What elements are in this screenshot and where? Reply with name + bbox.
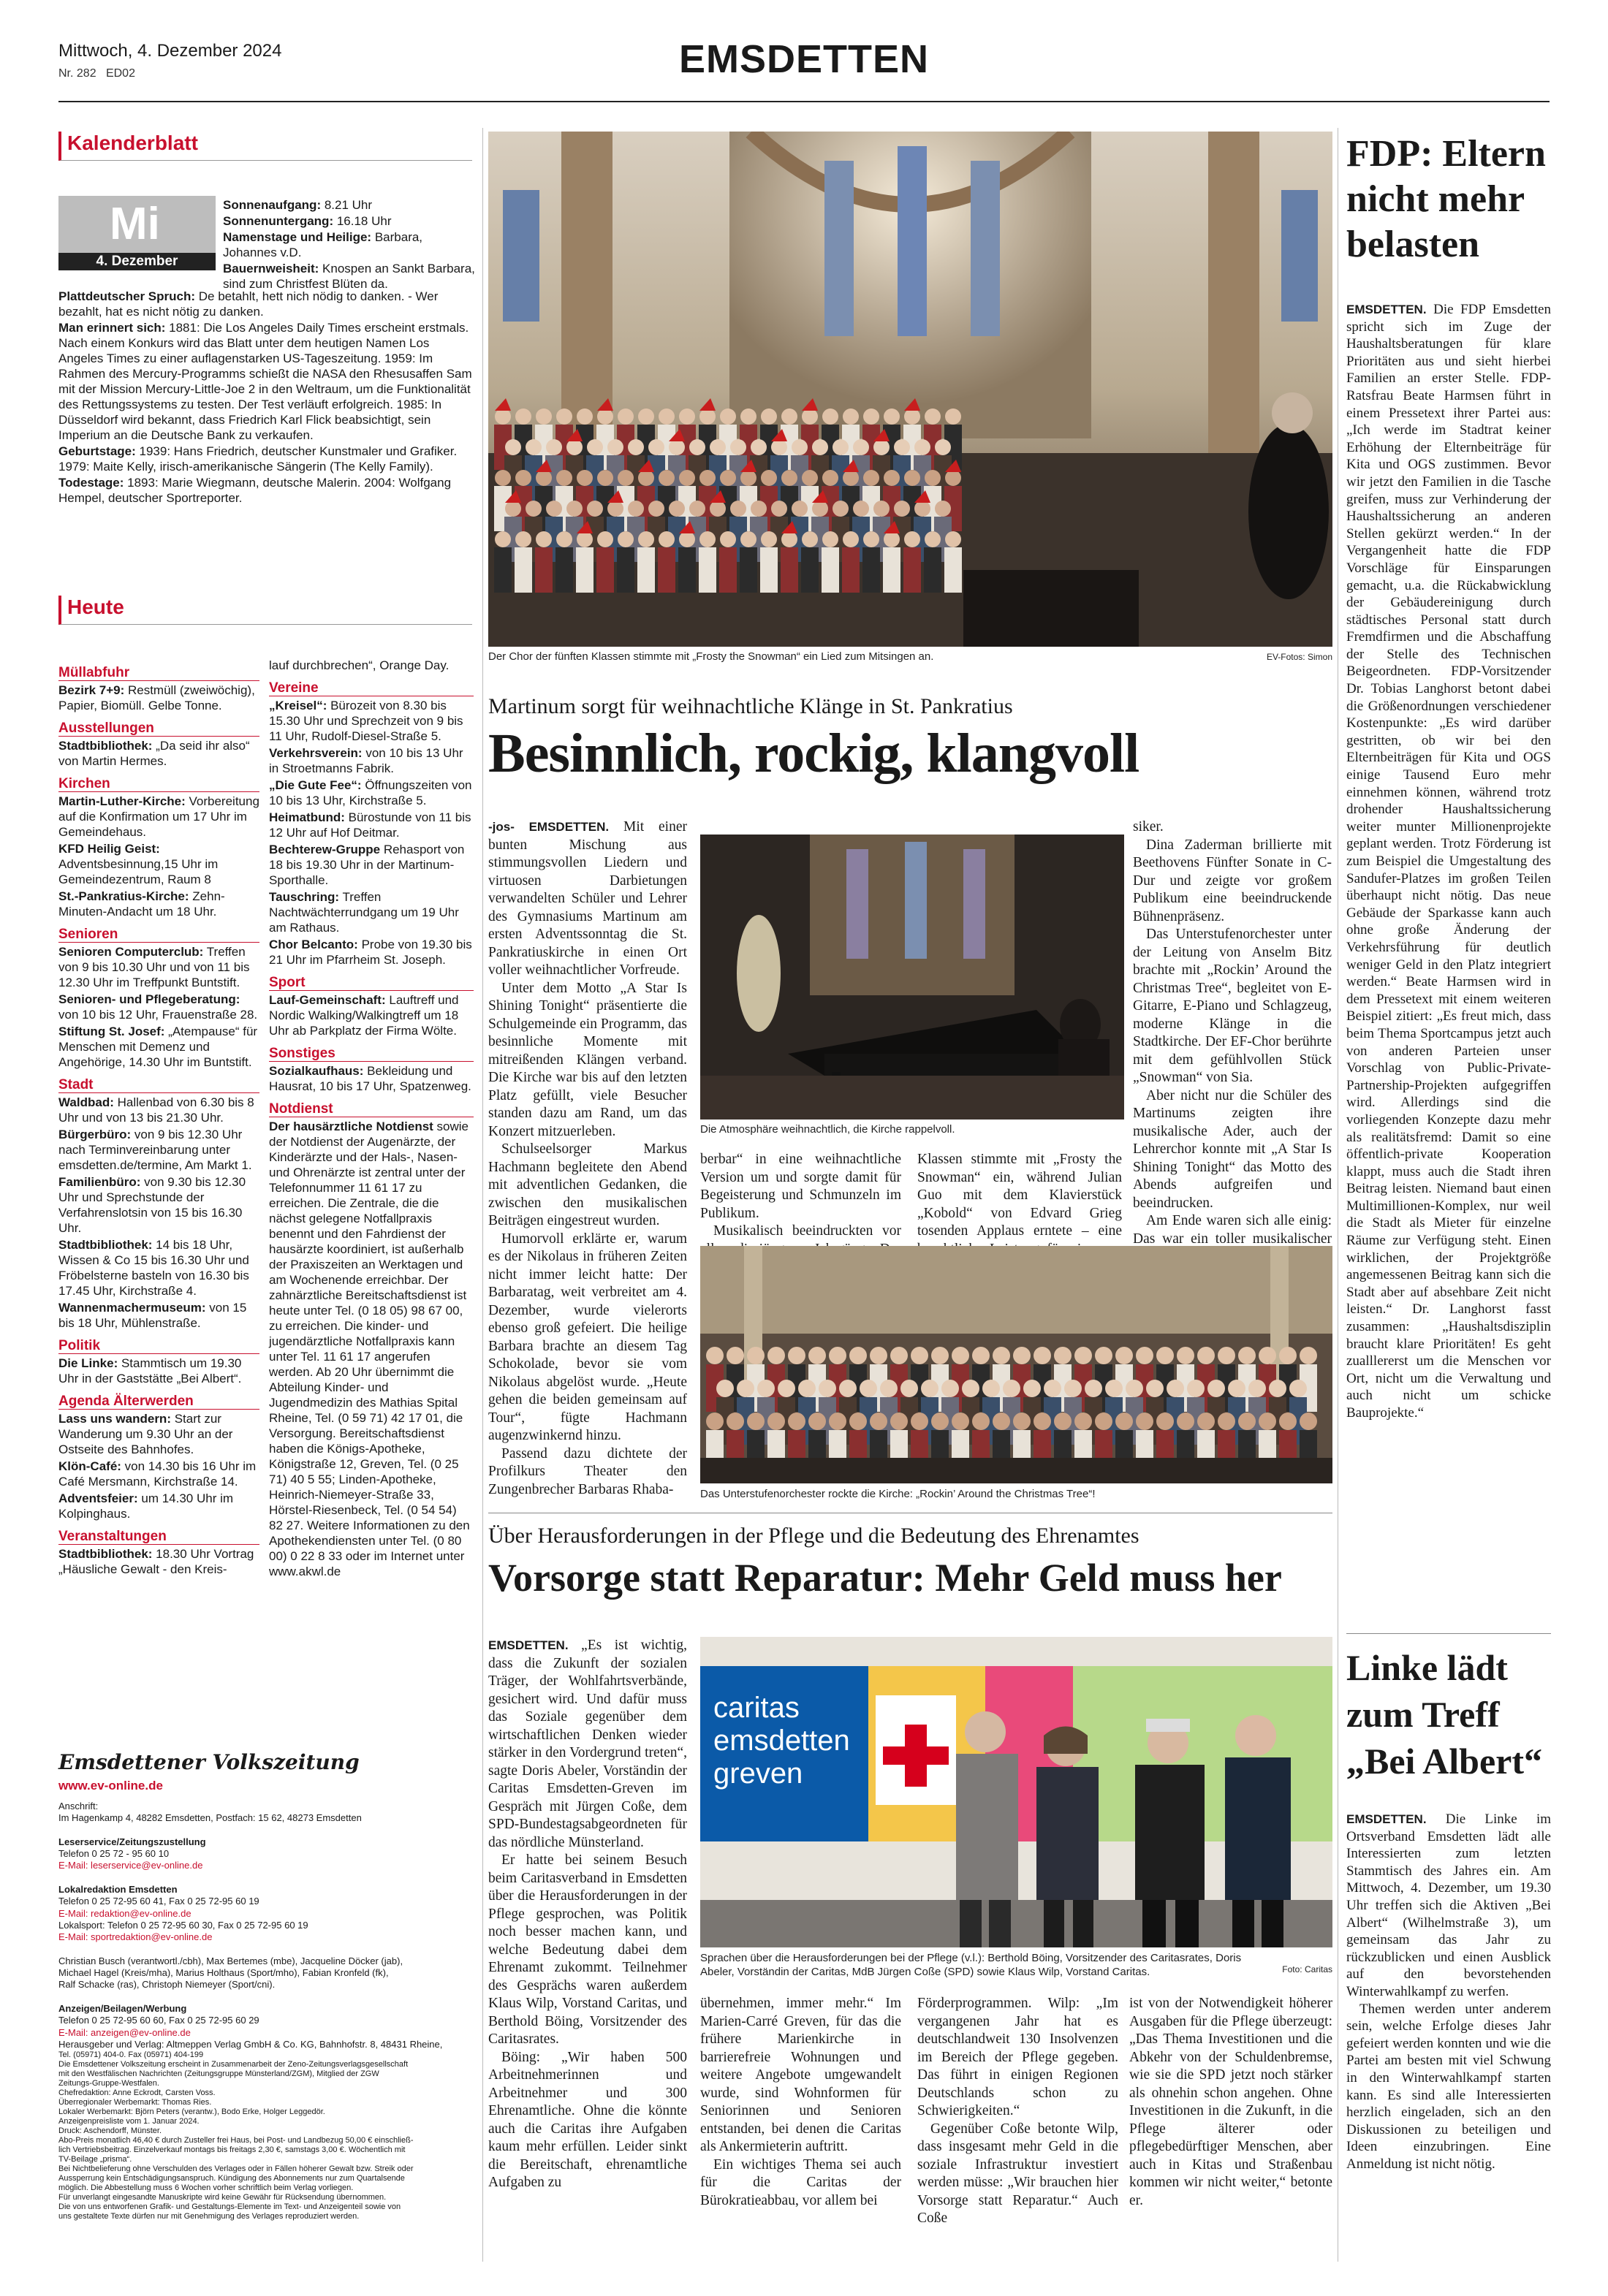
impressum-line: E-Mail: leserservice@ev-online.de [58,1860,203,1871]
listing-label: Stadtbibliothek: [58,1547,153,1561]
fdp-headline: FDP: Eltern nicht mehr belasten [1346,133,1546,265]
article-paragraph: Unter dem Motto „A Star Is Shining Tonight“ präsentierte die Schulgemeinde ein Programm, das besinnliche Momente mit mitreißenden Klängen verband. Die Kirche war bis auf den letzten Platz gefüllt, viele Besucher standen dazu am Rand, um das Konzert mitzuerleben. [488,980,687,1139]
impressum-line: Die von uns entworfenen Grafik- und Gestaltungs-Elemente im Text- und Anzeigenteil sowie von [58,2202,401,2212]
article2-column-1 [488,1637,687,2192]
choir-photo-illustration [488,132,1332,647]
impressum-line: TV-Beilage „prisma“. [58,2155,132,2164]
article2-column-2 [700,1995,901,2210]
dateline: EMSDETTEN. [1346,1812,1427,1826]
emsdetten-sign-text: emsdetten [713,1725,850,1757]
impressum-line: Telefon 0 25 72 - 95 60 10 [58,1848,170,1860]
article-paragraph: Gegenüber Coße betonte Wilp, dass insgesamt mehr Geld in die soziale Infrastruktur investiert werden müsse: „Wir brauchen hier Vorsorge statt Reparatur.“ Auch Coße [917,2121,1118,2226]
article2-headline: Vorsorge statt Reparatur: Mehr Geld muss her [488,1556,1282,1600]
listing-section-title: Kirchen [58,776,259,792]
heute-title: Heute [67,596,124,618]
impressum-line [58,1944,479,1955]
article-paragraph: berbar“ in eine weihnachtliche Version um und sorgte damit für Begeisterung und Schmunzeln im Publikum. [700,1152,901,1221]
listing-entry: Heimatbund: Bürostunde von 11 bis 12 Uhr auf Hof Deitmar. [269,810,471,840]
right-divider [1346,1633,1551,1634]
listing-label: Heimatbund: [269,810,345,824]
article-paragraph: Passend dazu dichtete der Profilkurs Theater den Zungenbrecher Barbaras Rhaba- [488,1445,687,1497]
impressum-line: Michael Hagel (Kreis/mha), Marius Holthaus (Sport/mho), Fabian Kronfeld (fk), [58,1967,389,1979]
impressum-line: Anzeigenpreisliste vom 1. Januar 2024. [58,2117,200,2126]
piano-photo-caption: Die Atmosphäre weihnachtlich, die Kirche rappelvoll. [700,1123,955,1136]
article2-kicker: Über Herausforderungen in der Pflege und die Bedeutung des Ehrenamtes [488,1524,1139,1548]
dateline: EMSDETTEN. [488,1638,569,1652]
listing-entry: Bürgerbüro: von 9 bis 12.30 Uhr nach Terminvereinbarung unter emsdetten.de/termine, Am Markt 1. [58,1128,252,1172]
listing-label: Bechterew-Gruppe [269,843,381,856]
caritas-sign-text: caritas [713,1692,800,1724]
listing-label: Wannenmachermuseum: [58,1301,206,1315]
dateline: EMSDETTEN. [1346,303,1427,316]
listing-entry: Stadtbibliothek: „Da seid ihr also“ von Martin Hermes. [58,739,250,768]
kalender-body [58,289,475,506]
impressum-line: Die Emsdettener Volkszeitung erscheint in Zusammenarbeit der Zeno-Zeitungsverlagsgesellschaft [58,2060,409,2069]
impressum-line: Lokaler Werbemarkt: Björn Peters (verantw.), Bodo Erke, Holger Leggedör. [58,2107,325,2117]
article-paragraph: ist von der Notwendigkeit höherer Ausgaben für die Pflege überzeugt: „Das Thema Investitionen und die Abkehr von der Schuldenbremse, wie sie die SPD jetzt noch stärker als ohnehin schon angehen. Ohne Investitionen in die Zukunft, in die Pflege älterer oder pflegebedürftiger Menschen, aber auch in Kitas und Straßenbau kommen wir nicht weiter,“ betonte er. [1129,1996,1332,2208]
listing-label: Bürgerbüro: [58,1128,132,1141]
impressum-line: Chefredaktion: Anne Eckrodt, Carsten Voss. [58,2088,216,2098]
listing-entry: Adventsfeier: um 14.30 Uhr im Kolpinghaus. [58,1491,234,1521]
listing-entry: lauf durchbrechen“, Orange Day. [269,658,450,672]
day-abbr: Mi [58,196,216,253]
listing-label: Bezirk 7+9: [58,683,125,697]
orchestra-photo [700,1246,1332,1483]
listing-entry: Familienbüro: von 9.30 bis 12.30 Uhr und Sprechstunde der Verfahrenslotsin von 15 bis 16.30 Uhr. [58,1175,246,1235]
listing-label: Namenstage und Heilige: [223,230,372,244]
orchestra-photo-illustration [700,1246,1332,1483]
article-paragraph: EMSDETTEN. „Es ist wichtig, dass die Zukunft der sozialen Träger, der Wohlfahrtsverbände, gesichert wird. Und dafür muss das Soziale gegenüber dem wirtschaftlichen Denken wieder stärker in den Vordergrund treten“, sagte Doris Abeler, Vorständin der Caritas Emsdetten-Greven im Gespräch mit Jürgen Coße, dem SPD-Bundestagsabgeordneten für das nördliche Münsterland. [488,1638,687,1850]
impressum-line: Tel. (05971) 404-0. Fax (05971) 404-199 [58,2050,204,2060]
impressum-line: Anzeigen/Beilagen/Werbung [58,2003,187,2015]
listing-label: Die Linke: [58,1356,118,1370]
impressum-line: Abo-Preis monatlich 46,40 € durch Zusteller frei Haus, bei Post- und Landbezug 50,00 € einschließ- [58,2136,414,2145]
listing-label: Senioren Computerclub: [58,945,204,959]
listing-entry: Sonnenuntergang: 16.18 Uhr [223,214,392,228]
heute-column-2 [269,658,474,1581]
listing-section-title: Politik [58,1338,259,1354]
listing-entry: Man erinnert sich: 1881: Die Los Angeles Daily Times erscheint erstmals. Nach einem Konkurs wird das Blatt unter dem heutigen Namen Los Angeles Times zu einer auflagenstarken US-Tageszeitung. 1959: Im Rahmen des Mercury-Programms schießt die NASA den Rhesusaffen Sam mit der Mission Mercury-Little-Joe 2 in den Weltraum, um die Funktionalität des Rettungssystems zu testen. Der Test verläuft erfolgreich. 1985: In Düsseldorf wird bekannt, dass Friedrich Karl Flick beabsichtigt, sein Imperium an die Deutsche Bank zu verkaufen. [58,321,472,442]
impressum-line: E-Mail: sportredaktion@ev-online.de [58,1931,213,1943]
listing-entry: Bauernweisheit: Knospen an Sankt Barbara, sind zum Christfest Blüten da. [223,262,475,291]
article-paragraph: Themen werden unter anderem sein, welche Erfolge dieses Jahr gefeiert werden konnten und wie die Partei am besten mit viel Schwung in den Winterwahlkampf starten kann. Es sind alle Interessierten herzlich eingeladen, sich an den Diskussionen zu beteiligen und Ideen einzubringen. Eine Anmeldung ist nicht nötig. [1346,2001,1551,2172]
column-divider [482,128,483,2262]
caritas-photo-caption: Sprachen über die Herausforderungen bei der Pflege (v.l.): Berthold Böing, Vorsitzender des Caritasrates, Doris Abeler, Vorständin der Caritas, MdB Jürgen Coße (SPD) sowie Klaus Wilp, Vorstand Caritas. [700,1952,1242,1978]
article-paragraph: Musikalisch beeindruckten vor [713,1223,901,1239]
article1-column-1 [488,818,687,1499]
listing-entry: Verkehrsverein: von 10 bis 13 Uhr in Stroetmanns Fabrik. [269,746,463,775]
article1-headline: Besinnlich, rockig, klangvoll [488,723,1139,784]
listing-entry: Tauschring: Treffen Nachtwächterrundgang um 19 Uhr am Rathaus. [269,890,459,935]
listing-entry: KFD Heilig Geist: Adventsbesinnung,15 Uhr im Gemeindezentrum, Raum 8 [58,842,219,886]
photo-credit: EV-Fotos: Simon [1266,652,1332,662]
listing-section-title: Müllabfuhr [58,665,259,681]
day-date: 4. Dezember [58,253,216,270]
impressum-line: E-Mail: redaktion@ev-online.de [58,1907,191,1919]
listing-section-title: Stadt [58,1077,259,1093]
listing-entry: Stadtbibliothek: 14 bis 18 Uhr, Wissen & Co 15 bis 16.30 Uhr und Fröbelsterne basteln von 16.30 bis 17.45 Uhr, Kirchstraße 4. [58,1238,249,1298]
article2-column-3 [917,1995,1118,2228]
impressum-line: E-Mail: anzeigen@ev-online.de [58,2026,191,2038]
impressum-line [58,1825,479,1836]
listing-entry: Martin-Luther-Kirche: Vorbereitung auf die Konfirmation um 17 Uhr im Gemeindehaus. [58,794,259,839]
article1-kicker: Martinum sorgt für weihnachtliche Klänge in St. Pankratius [488,694,1013,718]
listing-label: Klön-Café: [58,1459,121,1473]
impressum-line: Herausgeber und Verlag: Altmeppen Verlag GmbH & Co. KG, Bahnhofstr. 8, 48431 Rheine, [58,2038,443,2050]
listing-entry: Die Linke: Stammtisch um 19.30 Uhr in der Gaststätte „Bei Albert“. [58,1356,242,1385]
newspaper-logo: Emsdettener Volkszeitung [58,1750,360,1774]
impressum-line: möglich. Die Abbestellung muss 6 Wochen vorher schriftlich beim Verlag vorliegen. [58,2183,354,2193]
article-paragraph: Humorvoll erklärte er, warum es der Nikolaus in früheren Zeiten nicht immer leicht hatte: Der Barbaratag, weit verbreitet am 4. Dezember, wurde vielerorts ebenso groß gefeiert. Die heilige Barbara brachte an diesem Tag Schokolade, bevor sie vom Nikolaus abgelöst wurde. „Heute gehen die beiden gemeinsam auf Tour“, fügte Hachmann augenzwinkernd hinzu. [488,1231,687,1443]
listing-label: Geburtstage: [58,444,136,458]
kalender-title: Kalenderblatt [67,132,198,154]
listing-section-title: Ausstellungen [58,721,259,737]
impressum-line [58,1872,479,1884]
listing-entry: Der hausärztliche Notdienst sowie der Notdienst der Augenärzte, der Kinderärzte und der Hals-, Nasen- und Ohrenärzte ist zentral unter der Telefonnummer 11 61 17 zu erreichen. Die Zentrale, die die nächst gelegene Notfallpraxis benennt und den Fahrdienst der hausärzte koordiniert, ist außerhalb der Praxiszeiten an Werktagen und am Wochenende erreichbar. Der zahnärztliche Bereitschaftsdienst ist heute unter Tel. (0 18 05) 98 67 00, zu erreichen. Die kinder- und jugendärztliche Notfallpraxis kann unter Tel. 11 61 17 angerufen werden. Ab 20 Uhr übernimmt die Abteilung Kinder- und Jugendmedizin des Mathias Spital Rheine, Tel. (0 59 71) 42 17 01, die Versorgung. Bereitschaftsdienst haben die Königs-Apotheke, Königstraße 12, Greven, Tel. (0 25 71) 40 5 55; Linden-Apotheke, Heinrich-Niemeyer-Straße 33, Hörstel-Riesenbeck, Tel. (0 54 54) 82 27. Weitere Informationen zu den Apothekendiensten unter Tel. (0 80 00) 0 22 8 33 oder im Internet unter www.akwl.de [269,1120,470,1578]
listing-section-title: Sonstiges [269,1046,474,1062]
website-link[interactable]: www.ev-online.de [58,1779,163,1793]
listing-section-title: Senioren [58,927,259,943]
listing-entry: Lass uns wandern: Start zur Wanderung um 9.30 Uhr an der Ostseite des Bahnhofes. [58,1412,233,1456]
article-paragraph: Aber nicht nur die Schüler des Martinums zeigten ihre musikalische Ader, auch der Lehrerchor konnte mit „A Star Is Shining Tonight“ das Motto des Abends aufgreifen und beeindrucken. [1133,1087,1332,1211]
impressum-line: Telefon 0 25 72-95 60 41, Fax 0 25 72-95 60 19 [58,1896,259,1907]
kalender-header [58,132,472,161]
listing-label: Todestage: [58,476,124,490]
article-paragraph: Er hatte bei seinem Besuch beim Caritasverband in Emsdetten über die Herausforderungen in der Pflege gesprochen, was Politik noch besser machen kann, und welche Bedeutung dabei dem Ehrenamt zukommt. Teilnehmer des Gesprächs waren außerdem Klaus Wilp, Vorstand Caritas, und Berthold Böing, Vorsitzender des Caritasrates. [488,1852,687,2047]
kalender-facts [223,197,475,292]
impressum-line: uns gestaltete Texte dürfen nur mit Genehmigung des Verlages reproduziert werden. [58,2212,360,2221]
impressum-line: Telefon 0 25 72-95 60 60, Fax 0 25 72-95 60 29 [58,2015,259,2026]
listing-section-title: Veranstaltungen [58,1529,259,1545]
impressum-line: Im Hagenkamp 4, 48282 Emsdetten, Postfach: 15 62, 48273 Emsdetten [58,1812,362,1824]
listing-label: Adventsfeier: [58,1491,138,1505]
caritas-photo [700,1637,1332,1947]
listing-entry: „Die Gute Fee“: Öffnungszeiten von 10 bis 13 Uhr, Kirchstraße 5. [269,778,472,807]
listing-entry: Stiftung St. Josef: „Atempause“ für Menschen mit Demenz und Angehörige, 14.30 Uhr im Buntstift. [58,1025,258,1069]
listing-label: Stadtbibliothek: [58,1238,153,1252]
listing-entry: St.-Pankratius-Kirche: Zehn-Minuten-Andacht um 18 Uhr. [58,889,225,919]
linke-headline: Linke lädt zum Treff „Bei Albert“ [1346,1647,1543,1782]
article-paragraph: siker. [1133,819,1164,835]
listing-label: Tauschring: [269,890,340,904]
article-paragraph: übernehmen, immer mehr.“ Im Marien-Carré Greven, für das die frühere Marienkirche in barrierefreie Wohnungen und weitere Angebote umgewandelt wurde, sind Wohnformen für Seniorinnen und Senioren entstanden, bei denen die Caritas als Ankermieterin auftritt. [700,1996,901,2154]
caritas-photo-credit: Foto: Caritas [1282,1964,1332,1974]
article-paragraph: Schulseelsorger Markus Hachmann begleitete den Abend mit adventlichen Gedanken, die zwischen den musikalischen Beiträgen eingestreut wurden. [488,1141,687,1228]
heute-column-1 [58,658,259,1578]
listing-label: KFD Heilig Geist: [58,842,160,856]
listing-label: Sozialkaufhaus: [269,1064,364,1078]
listing-section-title: Vereine [269,680,474,696]
listing-label: Martin-Luther-Kirche: [58,794,186,808]
section-title: EMSDETTEN [678,37,930,81]
impressum-lines [58,1801,479,2221]
listing-label: Waldbad: [58,1095,114,1109]
impressum-line: Leserservice/Zeitungszustellung [58,1836,206,1847]
impressum-line [58,1991,479,2003]
listing-label: Familienbüro: [58,1175,141,1189]
dateline: -jos- EMSDETTEN. [488,820,610,834]
impressum [58,1750,479,2221]
listing-entry: Sozialkaufhaus: Bekleidung und Hausrat, 10 bis 17 Uhr, Spatzenweg. [269,1064,471,1093]
impressum-line: Lokalsport: Telefon 0 25 72-95 60 30, Fax 0 25 72-95 60 19 [58,1919,308,1931]
caritas-photo-illustration [700,1637,1332,1947]
listing-entry: Stadtbibliothek: 18.30 Uhr Vortrag „Häusliche Gewalt - den Kreis- [58,1547,254,1576]
impressum-line: Christian Busch (verantwortl./cbh), Max Bertemes (mbe), Jacqueline Döcker (jab), [58,1955,403,1966]
article-paragraph: Böing: „Wir haben 500 Arbeitnehmerinnen und Arbeitnehmer und 300 Ehrenamtliche. Ohne die könnte auch die Caritas ihre Aufgaben kaum mehr erfüllen. Leider sinkt die Bereitschaft, ehrenamtliche Aufgaben zu [488,2049,687,2190]
page-date: Mittwoch, 4. Dezember 2024 [58,41,282,61]
article-paragraph: Förderprogrammen. Wilp: „Im vergangenen Jahr hat es deutschlandweit 130 Insolvenzen im Bereich der Pflege gegeben. Das führt in einigen Regionen Deutschlands schon zu Schwierigkeiten.“ [917,1996,1118,2118]
impressum-line: Überregionaler Werbemarkt: Thomas Ries. [58,2098,212,2107]
impressum-line: Bei Nichtbelieferung ohne Verschulden des Verlages oder in Fällen höherer Gewalt bzw. Streik oder [58,2164,414,2174]
listing-label: Sonnenuntergang: [223,214,334,228]
listing-label: Senioren- und Pflegeberatung: [58,992,240,1006]
choir-photo-caption: Der Chor der fünften Klassen stimmte mit „Frosty the Snowman“ ein Lied zum Mitsingen an. [488,650,934,663]
impressum-line: Lokalredaktion Emsdetten [58,1884,178,1896]
orchestra-photo-caption: Das Unterstufenorchester rockte die Kirche: „Rockin’ Around the Christmas Tree“! [700,1488,1096,1500]
listing-section-title: Notdienst [269,1101,474,1117]
article-paragraph: EMSDETTEN. Die Linke im Ortsverband Emsdetten lädt alle Interessierten zum letzten Stammtisch des Jahres ein. Am Mittwoch, 4. Dezember, um 19.30 Uhr treffen sich die Aktiven „Bei Albert“ (Wilhelmstraße 3), um gemeinsam das Jahr zu rückzublicken und einen Ausblick auf den bevorstehenden Winterwahlkampf zu werfen. [1346,1812,1551,1999]
listing-label: Plattdeutscher Spruch: [58,289,196,303]
impressum-line: lich Vertriebsbeitrag. Einzelverkauf montags bis freitags 2,30 €, samstags 3,00 €. Wöchentlich mit [58,2145,406,2155]
article-paragraph: Das Unterstufenorchester unter der Leitung von Anselm Bitz brachte mit „Rockin’ Around the Christmas Tree“, begleitet von E-Gitarre, E-Piano und Schlagzeug, moderne Klänge in die Stadtkirche. Der EF-Chor berührte mit dem gefühlvollen Stück „Snowman“ von Sia. [1133,927,1332,1085]
listing-label: „Die Gute Fee“: [269,778,362,792]
listing-entry: Geburtstage: 1939: Hans Friedrich, deutscher Kunstmaler und Grafiker. 1979: Maite Kelly, irisch-amerikanische Sängerin (The Kelly Family). [58,444,458,474]
listing-label: Man erinnert sich: [58,321,166,335]
listing-entry: Namenstage und Heilige: Barbara, Johannes v.D. [223,230,423,259]
issue-number: Nr. 282 ED02 [58,67,135,80]
listing-entry: Waldbad: Hallenbad von 6.30 bis 8 Uhr und von 13 bis 21.30 Uhr. [58,1095,254,1125]
article1-column-3a [1133,818,1332,1284]
listing-label: Stiftung St. Josef: [58,1025,165,1038]
piano-photo [700,835,1124,1120]
article-paragraph: -jos- EMSDETTEN. Mit einer bunten Mischung aus stimmungsvollen Liedern und virtuosen Darbietungen verwandelten Schüler und Lehrer des Gymnasiums Martinum am ersten Adventssonntag die St. Pankratiuskirche in einen Ort voller weihnachtlicher Vorfreude. [488,819,687,978]
listing-entry: Sonnenaufgang: 8.21 Uhr [223,198,373,212]
choir-photo [488,132,1332,647]
listing-section-title: Agenda Älterwerden [58,1394,259,1410]
listing-entry: Klön-Café: von 14.30 bis 16 Uhr im Café Mersmann, Kirchstraße 14. [58,1459,257,1489]
impressum-line: mit den Westfälischen Nachrichten (Zeitungsgruppe Münsterland/ZGM), Mitglied der ZGW [58,2069,379,2079]
header-rule [58,101,1550,102]
article-paragraph: EMSDETTEN. Die FDP Emsdetten spricht sich im Zuge der Haushaltsberatungen für klare Prioritäten aus und sieht hierbei Familien an erster Stelle. FDP-Ratsfrau Beate Harmsen führt in einem Pressetext ihrer Partei aus: „Ich werde im Stadtrat keiner Erhöhung der Elternbeiträge für Kita und OGS zustimmen. Bevor wir jetzt den Familien in die Tasche greifen, muss zur Verhinderung der Haushaltssicherung an anderen Stellen gekürzt werden.“ In der Vergangenheit hatte die FDP Vorschläge für Einsparungen gemacht, u.a. die Rückabwicklung der Gebäudereinigung durch städtisches Personal statt durch Fremdfirmen und die Abschaffung der Stelle des Technischen Beigeordneten. FDP-Vorsitzender Dr. Tobias Langhorst betont dabei die Größenordnungen verschiedener Kostenpunkte: „Es wird darüber gestritten, ob wir bei den Elternbeiträgen für Kita und OGS einige Tausend Euro mehr einnehmen können, während trotz drohender Haushaltssicherung weiter munter Millionenprojekte geplant werden. Trotz Förderung ist zum Beispiel die Umgestaltung des Sandufer-Platzes im großen Teilen überhaupt nicht nötig. Das neue Gebäude der Sparkasse kann auch ohne große Änderung der Verkehrsführung für deutlich weniger Geld in den Platz integriert werden.“ Beate Harmsen wird in dem Pressetext mit einem weiteren Beispiel zitiert: „Es freut mich, dass beim Thema Sportcampus jetzt auch von anderen Parteien unser Vorschlag von Public-Private-Partnership-Projekten aufgegriffen wird. Allerdings sind die vorliegenden Konzepte dazu mehr als realitätsfremd: Damit so eine öffentlich-private Kooperation klappt, muss auch die Stadt ihren Beitrag leisten. Niemand baut einen Multimillionen-Komplex, nur weil die Stadt als Mieter für einzelne Räume zur Verfügung steht. Einen wirklichen, der Projektgröße angemessenen Beitrag kann sich die Stadt aber auf absehbare Zeit nicht leisten.“ Dr. Langhorst fasst zusammen: „Haushaltsdisziplin braucht klare Prioritäten! Es geht zualllererst um die Menschen vor Ort, nicht um die Verwaltung und auch nicht um schicke Bauprojekte.“ [1346,302,1551,1421]
listing-entry: Senioren- und Pflegeberatung: von 10 bis 12 Uhr, Frauenstraße 28. [58,992,258,1022]
article-paragraph: Am Ende waren sich alle einig: Das war ein toller musikalischer [1133,1213,1332,1247]
impressum-line: Druck: Aschendorff, Münster. [58,2126,162,2136]
listing-label: Bauernweisheit: [223,262,319,275]
article2-column-4 [1129,1995,1332,2210]
article-paragraph: Ein wichtiges Thema sei auch für die Caritas der Bürokratieabbau, vor allem bei [700,2156,901,2208]
listing-entry: Todestage: 1893: Marie Wiegmann, deutsche Malerin. 2004: Wolfgang Hempel, deutscher Sportreporter. [58,476,452,505]
listing-entry: Senioren Computerclub: Treffen von 9 bis 10.30 Uhr und von 11 bis 12.30 Uhr im Treffpunkt Buntstift. [58,945,250,989]
listing-label: Verkehrsverein: [269,746,363,760]
listing-label: Lauf-Gemeinschaft: [269,993,386,1007]
listing-entry: Lauf-Gemeinschaft: Lauftreff und Nordic Walking/Walkingtreff um 18 Uhr ab Parkplatz der Firma Wölte. [269,993,459,1038]
greven-sign-text: greven [713,1757,803,1790]
listing-label: Lass uns wandern: [58,1412,171,1426]
impressum-line: Zeitungs-Gruppe-Westfalen. [58,2079,159,2088]
listing-entry: Bechterew-Gruppe Rehasport von 18 bis 19.30 Uhr in der Martinum-Sporthalle. [269,843,465,887]
fdp-body [1346,301,1551,1422]
listing-entry: Wannenmachermuseum: von 15 bis 18 Uhr, Mühlenstraße. [58,1301,247,1330]
listing-label: Der hausärztliche Notdienst [269,1120,433,1133]
article-paragraph: Klassen stimmte mit „Frosty the Snowman“ ein, während Julian Guo mit dem Klavierstück „Kobold“ von Edvard Grieg tosenden Applaus erntete – eine [917,1152,1122,1239]
impressum-line: Ralf Schacke (ras), Christoph Niemeyer (Sport/cni). [58,1979,276,1991]
listing-entry: Bezirk 7+9: Restmüll (zweiwöchig), Papier, Biomüll. Gelbe Tonne. [58,683,255,712]
listing-entry: Chor Belcanto: Probe von 19.30 bis 21 Uhr im Pfarrheim St. Joseph. [269,938,472,967]
listing-label: „Kreisel“: [269,699,327,712]
listing-label: St.-Pankratius-Kirche: [58,889,189,903]
linke-body [1346,1811,1551,2173]
listing-entry: „Kreisel“: Bürozeit von 8.30 bis 15.30 Uhr und Sprechzeit von 9 bis 11 Uhr, Rudolf-Diesel-Straße 5. [269,699,463,743]
heute-header [58,596,472,625]
listing-entry: Plattdeutscher Spruch: De betahlt, hett nich nödig to danken. - Wer bezahlt, hat es nicht nötig zu danken. [58,289,439,319]
impressum-line: Aussperrung kein Entschädigungsanspruch. Kündigung des Abonnements nur zum Quartalsende [58,2174,405,2183]
piano-photo-illustration [700,835,1124,1120]
listing-section-title: Sport [269,975,474,991]
listing-label: Stadtbibliothek: [58,739,153,753]
day-box [58,196,216,273]
article-paragraph: Dina Zaderman brillierte mit Beethovens Fünfter Sonate in C-Dur und zeigte vor großem Publikum eine beeindruckende Bühnenpräsenz. [1133,837,1332,924]
listing-label: Chor Belcanto: [269,938,358,951]
impressum-line: Anschrift: [58,1801,99,1812]
impressum-line: Für unverlangt eingesandte Manuskripte wird keine Gewähr für Rücksendung übernommen. [58,2193,387,2202]
listing-label: Sonnenaufgang: [223,198,322,212]
